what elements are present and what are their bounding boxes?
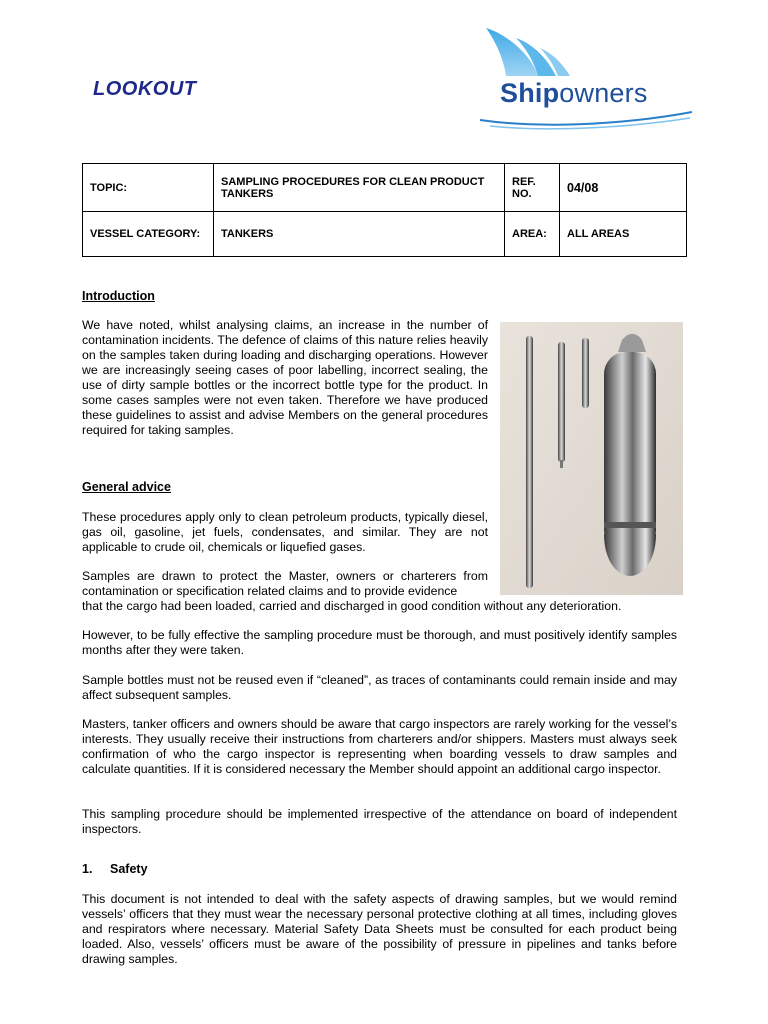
introduction-heading: Introduction (82, 289, 155, 303)
vessel-category-label: VESSEL CATEGORY: (83, 212, 214, 257)
logo-text-bold: Ship (500, 78, 560, 108)
topic-value: SAMPLING PROCEDURES FOR CLEAN PRODUCT TANKERS (214, 164, 505, 212)
ref-value: 04/08 (560, 164, 687, 212)
safety-title: Safety (110, 862, 148, 876)
table-row (83, 164, 687, 212)
general-advice-paragraph-2a: Samples are drawn to protect the Master, owners or charterers from contamination or specification related claims and to provide evidence (82, 569, 488, 598)
safety-body: This document is not intended to deal with the safety aspects of drawing samples, but we would remind vessels’ officers that they must wear the necessary personal protective clothing at all times, including gloves and respirators where necessary. Material Safety Data Sheets must be consulted for each product being loaded. Also, vessels’ officers must be aware of the possibility of pressure in pipelines and tanks before drawing samples. (82, 892, 677, 966)
safety-heading (82, 862, 148, 876)
vessel-category-value: TANKERS (214, 212, 505, 257)
introduction-body: We have noted, whilst analysing claims, an increase in the number of contamination incidents. The defence of claims of this nature relies heavily on the samples taken during loading and discharging operations. However we are increasingly seeing cases of poor labelling, incorrect sealing, the use of dirty sample bottles or the incorrect bottle type for the product. In some cases samples were not even taken. Therefore we have produced these guidelines to assist and advise Members on the general procedures required for taking samples. (82, 318, 488, 437)
shipowners-logo-text (500, 78, 648, 109)
general-advice-paragraph-5: Masters, tanker officers and owners should be aware that cargo inspectors are rarely working for the vessel’s interests. They usually receive their instructions from charterers and/or shippers. Masters must always seek confirmation of who the cargo inspector is representing when boarding vessels to draw samples and calculate quantities. If it is considered necessary the Member should appoint an additional cargo inspector. (82, 717, 677, 776)
topic-label: TOPIC: (83, 164, 214, 212)
ref-label: REF. NO. (505, 164, 560, 212)
general-advice-heading: General advice (82, 480, 171, 494)
general-advice-paragraph-1: These procedures apply only to clean petroleum products, typically diesel, gas oil, gasoline, jet fuels, condensates, and similar. They are not applicable to crude oil, chemicals or liquefied gases. (82, 510, 488, 554)
table-row (83, 212, 687, 257)
sample-bottles-photo (500, 322, 683, 595)
logo-text-regular: owners (559, 78, 648, 108)
area-label: AREA: (505, 212, 560, 257)
general-advice-paragraph-4: Sample bottles must not be reused even if “cleaned”, as traces of contaminants could remain inside and may affect subsequent samples. (82, 673, 677, 702)
lookout-title: LOOKOUT (93, 78, 197, 100)
safety-number: 1. (82, 862, 93, 876)
general-advice-paragraph-3: However, to be fully effective the sampling procedure must be thorough, and must positively identify samples months after they were taken. (82, 628, 677, 657)
general-advice-paragraph-2b: that the cargo had been loaded, carried and discharged in good condition without any deterioration. (82, 599, 622, 613)
area-value: ALL AREAS (560, 212, 687, 257)
info-table (82, 163, 687, 257)
general-advice-paragraph-6: This sampling procedure should be implemented irrespective of the attendance on board of independent inspectors. (82, 807, 677, 836)
